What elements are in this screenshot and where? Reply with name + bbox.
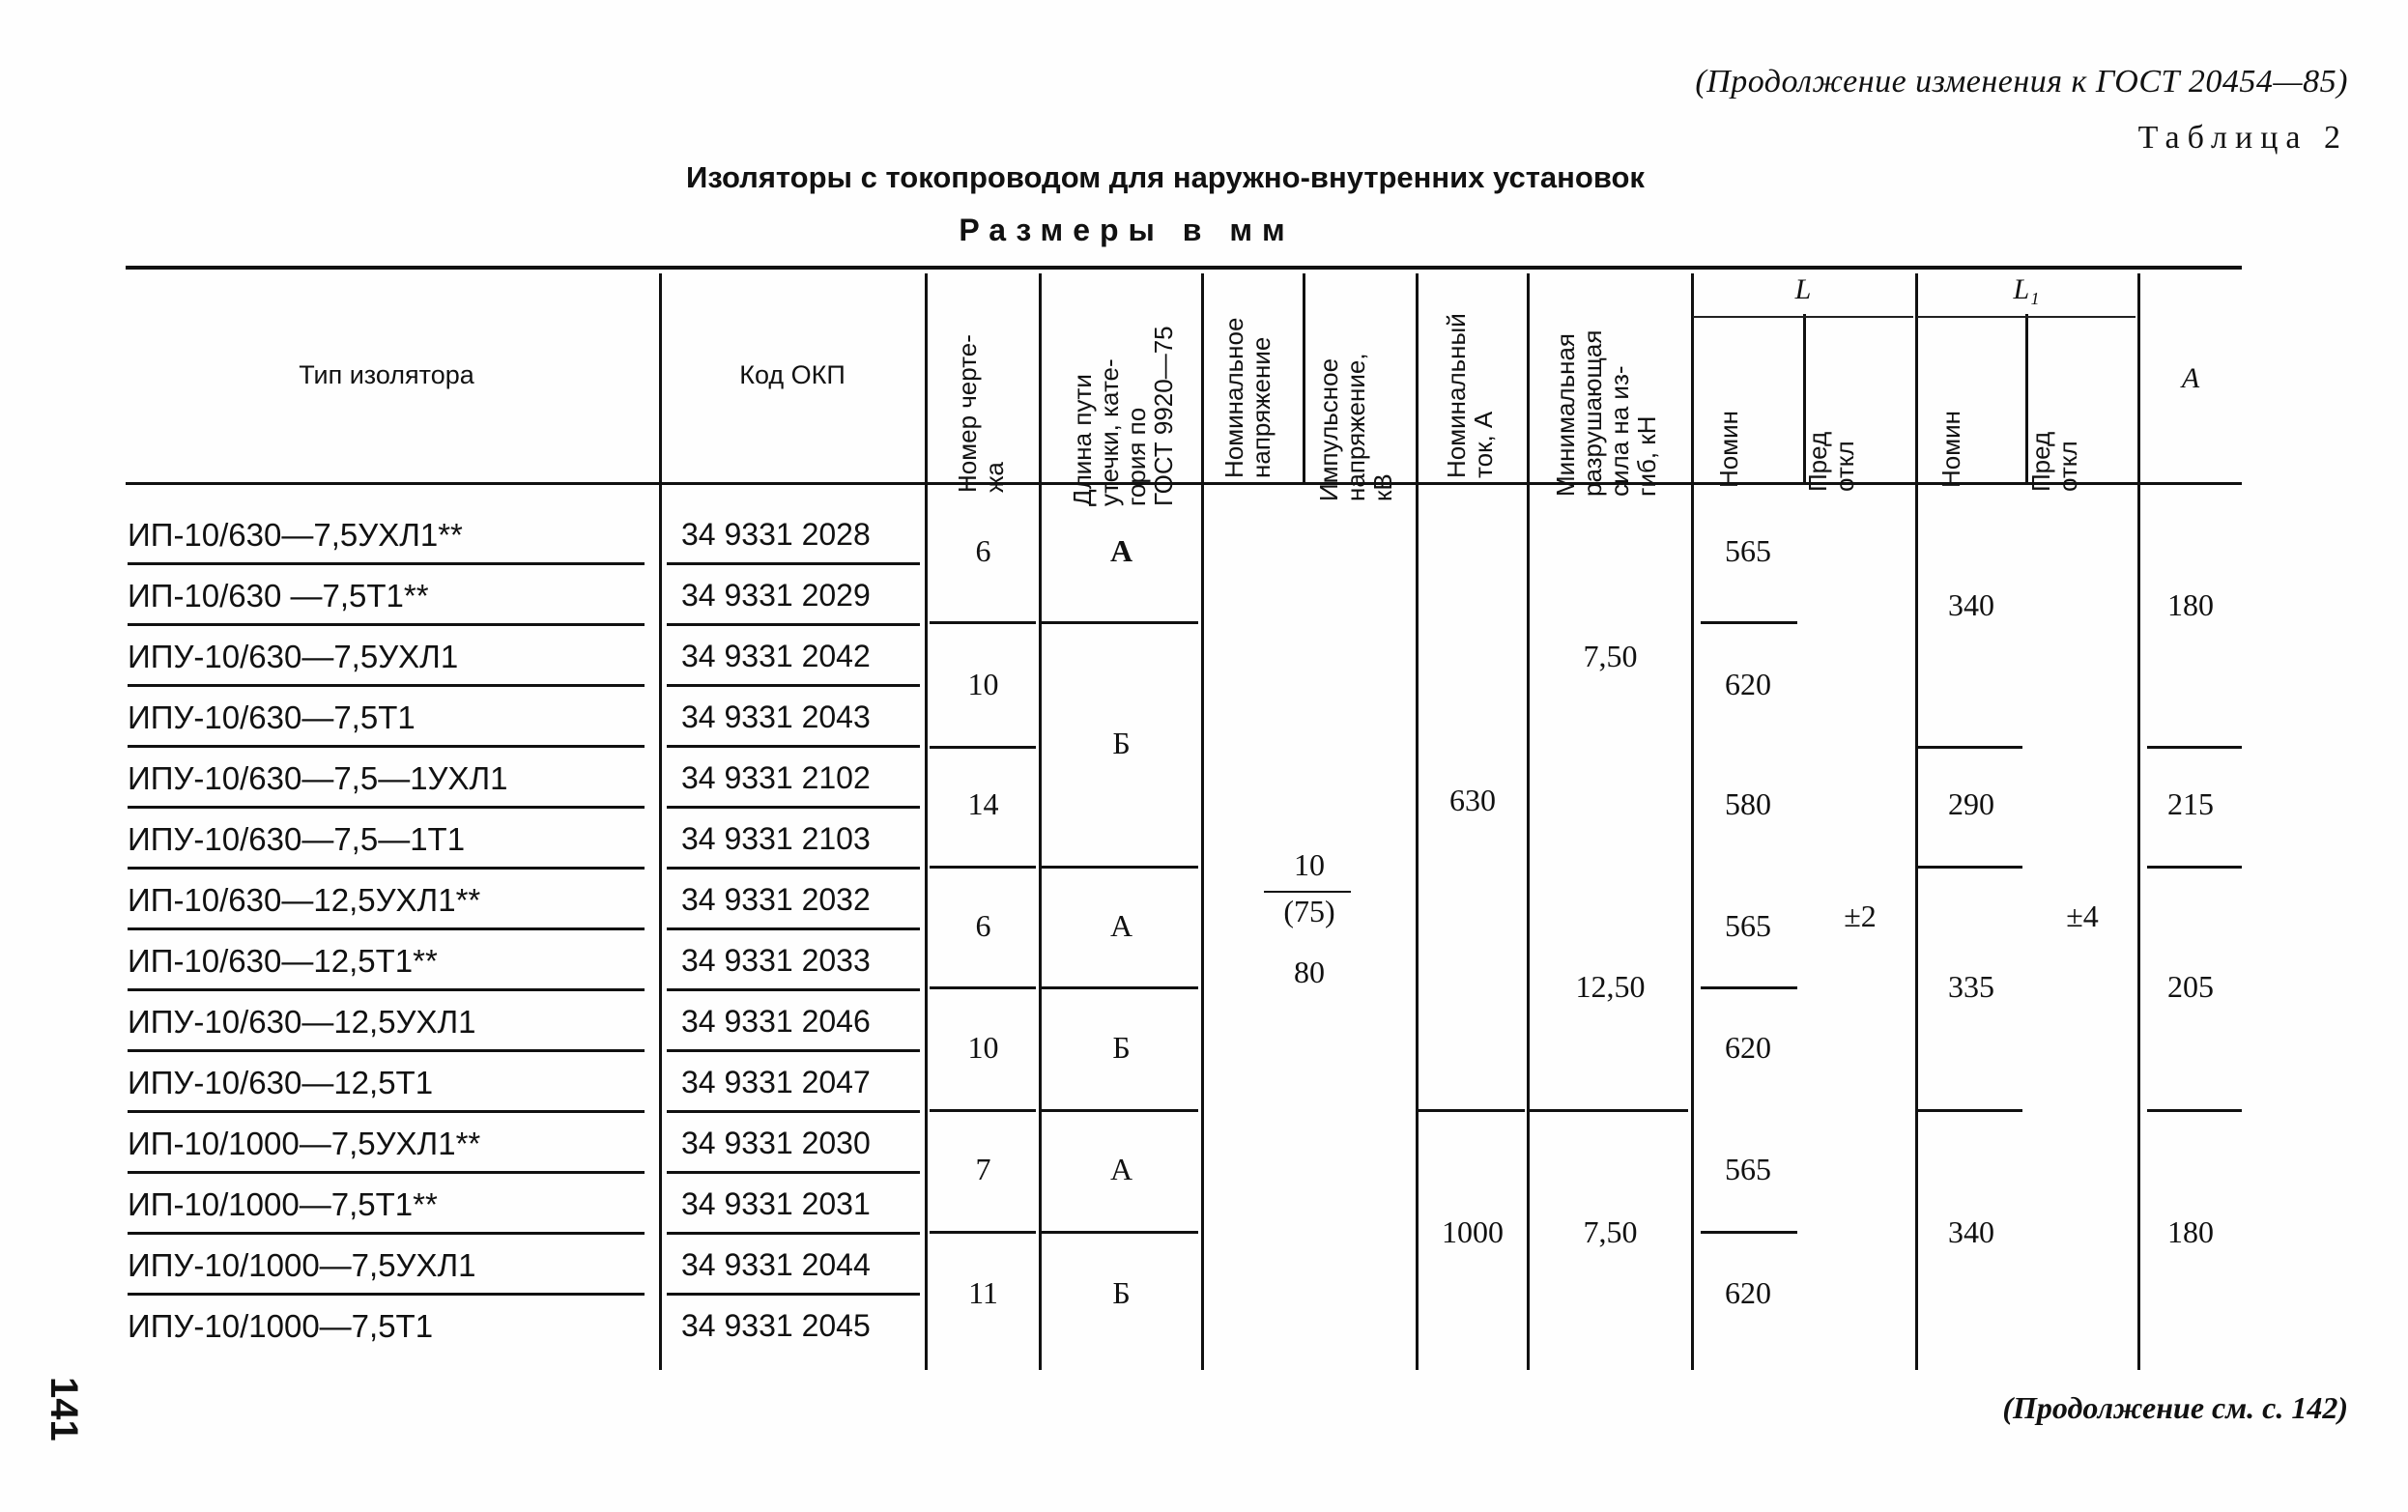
row-rule (128, 1049, 645, 1052)
okp-code: 34 9331 2047 (681, 1065, 871, 1099)
creepage-category: Б (1112, 1275, 1131, 1310)
okp-code: 34 9331 2102 (681, 760, 871, 795)
L-nominal: 580 (1725, 786, 1771, 821)
continuation-footer: (Продолжение см. с. 142) (2002, 1390, 2348, 1425)
col-divider (1039, 273, 1042, 1370)
insulator-type: ИП-10/630 —7,5Т1** (128, 578, 429, 613)
rule (930, 621, 1036, 624)
L1-nominal: 290 (1948, 786, 1994, 821)
min-force: 7,50 (1583, 1214, 1638, 1249)
drawing-number: 14 (967, 786, 999, 821)
row-rule (128, 867, 645, 870)
okp-code: 34 9331 2028 (681, 517, 871, 552)
rule (930, 986, 1036, 989)
col-divider (1416, 273, 1419, 1370)
row-rule (128, 745, 645, 748)
table-label: Таблица 2 (2137, 120, 2348, 156)
continuation-header: (Продолжение изменения к ГОСТ 20454—85) (1695, 64, 2348, 100)
okp-code: 34 9331 2030 (681, 1126, 871, 1160)
okp-code: 34 9331 2032 (681, 882, 871, 917)
nominal-voltage-alt: (75) (1283, 894, 1335, 928)
insulator-type: ИПУ-10/630—12,5Т1 (128, 1065, 434, 1100)
row-rule (667, 927, 920, 930)
rule (1042, 1109, 1198, 1112)
row-rule (128, 988, 645, 991)
rule (1042, 986, 1198, 989)
row-rule (667, 1171, 920, 1174)
col-header-A: A (2181, 362, 2200, 394)
rule (1042, 1231, 1198, 1234)
col-header-L1: L₁ (2013, 273, 2040, 305)
row-rule (128, 927, 645, 930)
page-number: 141 (43, 1377, 85, 1441)
row-rule (128, 1171, 645, 1174)
okp-code: 34 9331 2044 (681, 1247, 871, 1282)
creepage-category: А (1109, 1152, 1133, 1186)
rule (930, 1109, 1036, 1112)
row-rule (667, 1049, 920, 1052)
L-group-rule (1693, 316, 1913, 318)
L1-nominal: 335 (1948, 969, 1994, 1004)
L1-nominal: 340 (1948, 587, 1994, 622)
col-header-nominal-voltage: Номинальное напряжение (1219, 317, 1276, 478)
fraction-bar (1264, 891, 1351, 893)
okp-code: 34 9331 2103 (681, 821, 871, 856)
insulator-type: ИПУ-10/630—7,5Т1 (128, 699, 416, 735)
drawing-number: 10 (967, 1030, 999, 1065)
col-header-min-force: Минимальная разрушающая сила на из- гиб, кН (1551, 329, 1661, 497)
row-rule (667, 1110, 920, 1113)
col-divider (1527, 273, 1530, 1370)
drawing-number: 11 (968, 1275, 998, 1310)
L1-nominal: 340 (1948, 1214, 1994, 1249)
rule (1042, 621, 1198, 624)
okp-code: 34 9331 2031 (681, 1186, 871, 1221)
rule (1918, 1109, 2022, 1112)
drawing-number: 7 (975, 1152, 991, 1186)
creepage-category: Б (1112, 1030, 1131, 1065)
rule (1701, 986, 1797, 989)
col-header-creepage: Длина пути утечки, кате- гория по ГОСТ 9920—75 (1068, 326, 1178, 506)
min-force: 7,50 (1583, 639, 1638, 673)
rule (1701, 1231, 1797, 1234)
insulator-type: ИП-10/630—12,5УХЛ1** (128, 882, 481, 918)
rule (2147, 746, 2242, 749)
insulator-type: ИП-10/630—7,5УХЛ1** (128, 517, 463, 553)
L-nominal: 565 (1725, 1152, 1771, 1186)
row-rule (128, 1232, 645, 1235)
insulator-type: ИПУ-10/630—7,5УХЛ1 (128, 639, 459, 674)
A-value: 215 (2167, 786, 2214, 821)
insulator-type: ИПУ-10/630—12,5УХЛ1 (128, 1004, 476, 1040)
table-top-rule (126, 266, 2242, 270)
row-rule (128, 1293, 645, 1296)
rule (1530, 1109, 1688, 1112)
col-header-code: Код ОКП (739, 360, 846, 389)
row-rule (667, 684, 920, 687)
drawing-number: 6 (975, 533, 991, 568)
row-rule (128, 684, 645, 687)
col-header-L-nom: Номин (1714, 411, 1743, 488)
rule (2147, 866, 2242, 869)
insulator-type: ИП-10/1000—7,5УХЛ1** (128, 1126, 481, 1161)
okp-code: 34 9331 2029 (681, 578, 871, 613)
okp-code: 34 9331 2033 (681, 943, 871, 978)
rule (1918, 746, 2022, 749)
row-rule (667, 562, 920, 565)
okp-code: 34 9331 2046 (681, 1004, 871, 1039)
rule (1042, 866, 1198, 869)
rule (930, 866, 1036, 869)
A-value: 180 (2167, 587, 2214, 622)
row-rule (128, 1110, 645, 1113)
insulator-type: ИПУ-10/1000—7,5Т1 (128, 1308, 434, 1344)
row-rule (128, 562, 645, 565)
rule (1419, 1109, 1525, 1112)
drawing-number: 10 (967, 667, 999, 701)
col-header-nominal-current: Номинальный ток, А (1442, 313, 1498, 478)
col-header-L1-dev: Пред откл (2026, 431, 2082, 492)
L-nominal: 565 (1725, 908, 1771, 943)
col-header-L: L (1794, 273, 1812, 305)
insulator-type: ИП-10/1000—7,5Т1** (128, 1186, 438, 1222)
col-divider (1303, 273, 1305, 484)
table-title: Изоляторы с токопроводом для наружно-внутренних установок (686, 160, 1645, 194)
row-rule (667, 1232, 920, 1235)
rule (1918, 866, 2022, 869)
okp-code: 34 9331 2043 (681, 699, 871, 734)
rule (2147, 1109, 2242, 1112)
L-nominal: 620 (1725, 1275, 1771, 1310)
col-header-L1-nom: Номин (1936, 411, 1965, 488)
min-force: 12,50 (1575, 969, 1646, 1004)
A-value: 180 (2167, 1214, 2214, 1249)
L-deviation: ±2 (1844, 899, 1877, 933)
rule (930, 1231, 1036, 1234)
nominal-current: 1000 (1442, 1214, 1504, 1249)
rule (930, 746, 1036, 749)
L-nominal: 565 (1725, 533, 1771, 568)
insulator-type: ИПУ-10/630—7,5—1УХЛ1 (128, 760, 508, 796)
L-nominal: 620 (1725, 1030, 1771, 1065)
insulator-type: ИП-10/630—12,5Т1** (128, 943, 438, 979)
row-rule (128, 806, 645, 809)
row-rule (667, 745, 920, 748)
col-divider (659, 273, 662, 1370)
creepage-category: Б (1112, 726, 1131, 760)
col-header-type: Тип изолятора (299, 360, 474, 389)
L1-deviation: ±4 (2066, 899, 2099, 933)
drawing-number: 6 (975, 908, 991, 943)
col-header-L-dev: Пред откл (1803, 431, 1859, 492)
creepage-category: А (1109, 908, 1133, 943)
okp-code: 34 9331 2042 (681, 639, 871, 673)
col-header-impulse-voltage: Импульсное напряжение, кВ (1314, 353, 1397, 501)
L1-group-rule (1917, 316, 2136, 318)
row-rule (667, 623, 920, 626)
L-nominal: 620 (1725, 667, 1771, 701)
row-rule (667, 1293, 920, 1296)
col-divider (1201, 273, 1204, 1370)
rule (1701, 621, 1797, 624)
insulator-type: ИПУ-10/1000—7,5УХЛ1 (128, 1247, 476, 1283)
nominal-voltage: 10 (1294, 847, 1325, 882)
row-rule (128, 623, 645, 626)
table-subtitle: Размеры в мм (959, 213, 1295, 247)
row-rule (667, 988, 920, 991)
insulator-type: ИПУ-10/630—7,5—1Т1 (128, 821, 466, 857)
impulse-voltage: 80 (1294, 955, 1325, 989)
A-value: 205 (2167, 969, 2214, 1004)
okp-code: 34 9331 2045 (681, 1308, 871, 1343)
header-bottom-rule (126, 482, 2242, 485)
row-rule (667, 806, 920, 809)
row-rule (667, 867, 920, 870)
nominal-current: 630 (1449, 783, 1496, 817)
col-header-drawing: Номер черте- жа (953, 334, 1009, 493)
creepage-category: А (1109, 533, 1133, 568)
